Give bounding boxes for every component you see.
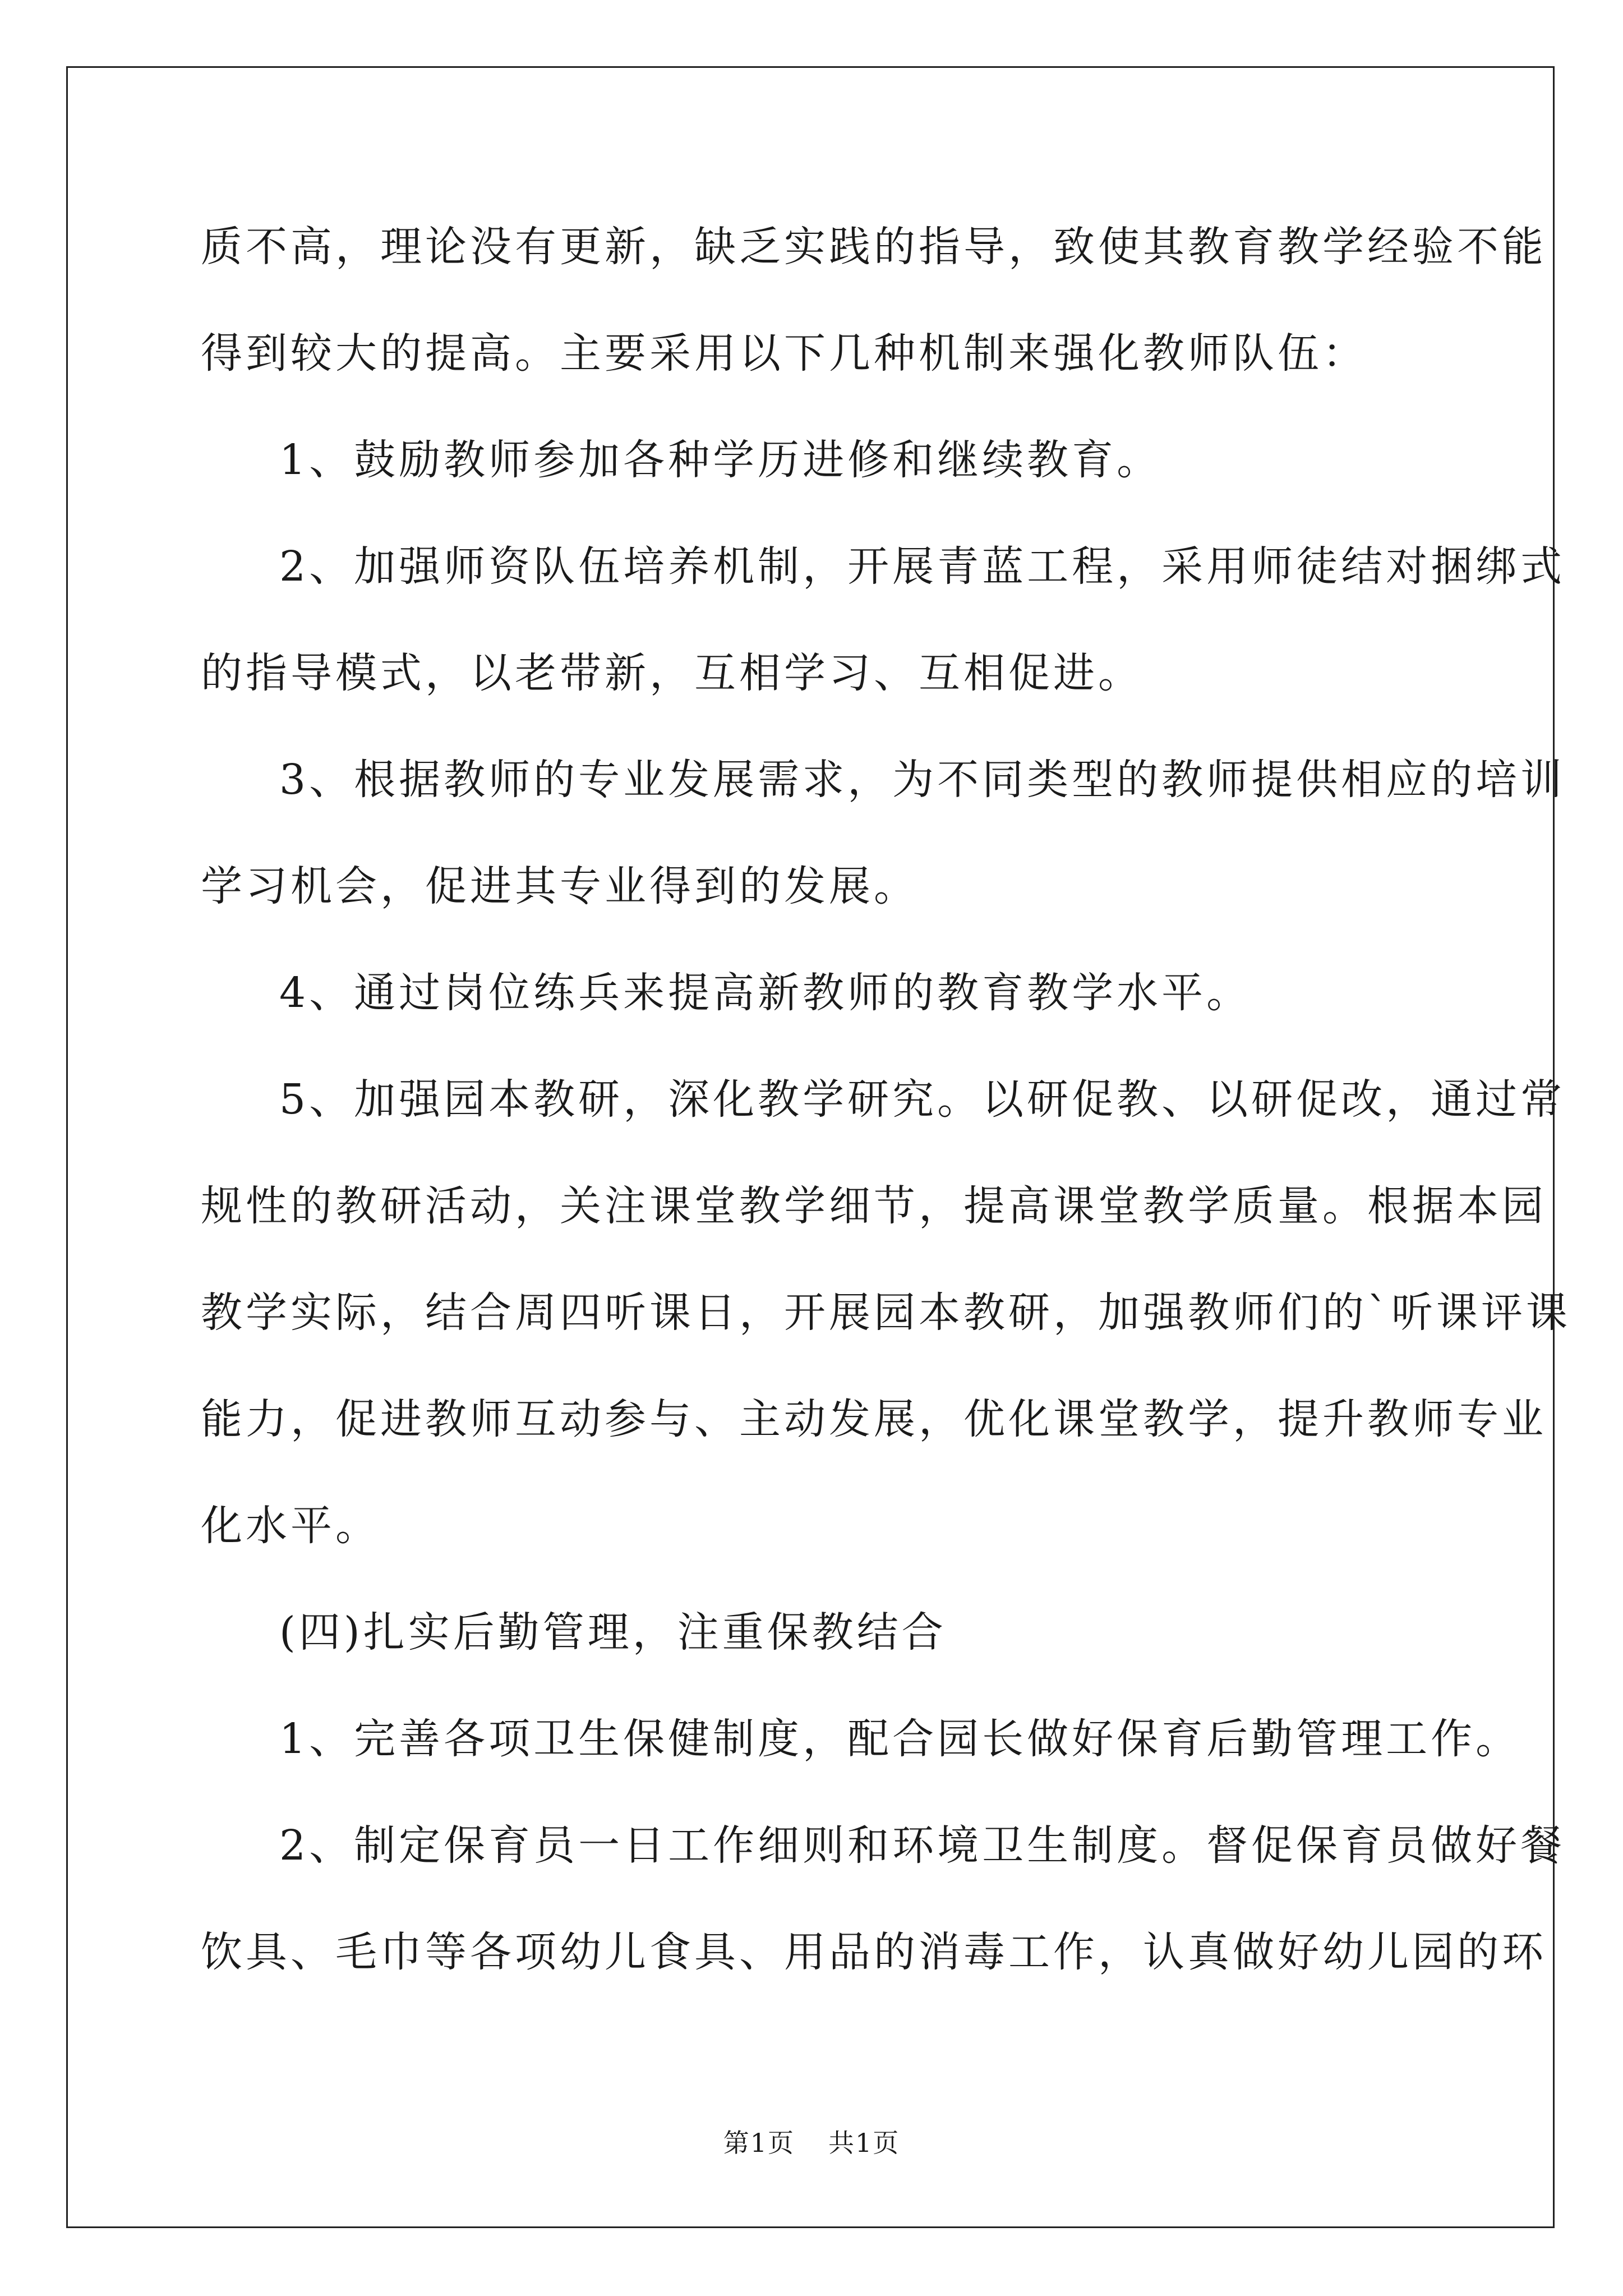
page-number-current: 第1页	[723, 2128, 795, 2158]
text-line: 质不高，理论没有更新，缺乏实践的指导，致使其教育教学经验不能	[201, 223, 1547, 271]
list-item: 1、完善各项卫生保健制度，配合园长做好保育后勤管理工作。	[279, 1715, 1521, 1763]
list-item: 3、根据教师的专业发展需求，为不同类型的教师提供相应的培训	[279, 756, 1566, 804]
text-line: 的指导模式，以老带新，互相学习、互相促进。	[201, 649, 1143, 697]
section-heading: (四)扎实后勤管理，注重保教结合	[279, 1608, 947, 1657]
list-item: 4、通过岗位练兵来提高新教师的教育教学水平。	[279, 969, 1252, 1017]
text-line: 规性的教研活动，关注课堂教学细节，提高课堂教学质量。根据本园	[201, 1182, 1547, 1230]
text-line: 化水平。	[201, 1502, 380, 1550]
text-line: 得到较大的提高。主要采用以下几种机制来强化教师队伍：	[201, 329, 1367, 378]
list-item: 5、加强园本教研，深化教学研究。以研促教、以研促改，通过常	[279, 1075, 1566, 1124]
list-item: 2、加强师资队伍培养机制，开展青蓝工程，采用师徒结对捆绑式	[279, 542, 1566, 591]
text-line: 能力，促进教师互动参与、主动发展，优化课堂教学，提升教师专业	[201, 1395, 1547, 1443]
text-line: 教学实际，结合周四听课日，开展园本教研，加强教师们的`听课评课	[201, 1289, 1571, 1337]
list-item: 2、制定保育员一日工作细则和环境卫生制度。督促保育员做好餐	[279, 1821, 1566, 1870]
page-border	[66, 66, 1555, 2228]
page-number-total: 共1页	[828, 2128, 900, 2158]
text-line: 学习机会，促进其专业得到的发展。	[201, 862, 919, 910]
list-item: 1、鼓励教师参加各种学历进修和继续教育。	[279, 436, 1162, 484]
text-line: 饮具、毛巾等各项幼儿食具、用品的消毒工作，认真做好幼儿园的环	[201, 1928, 1547, 1976]
page-footer	[0, 2126, 1623, 2160]
